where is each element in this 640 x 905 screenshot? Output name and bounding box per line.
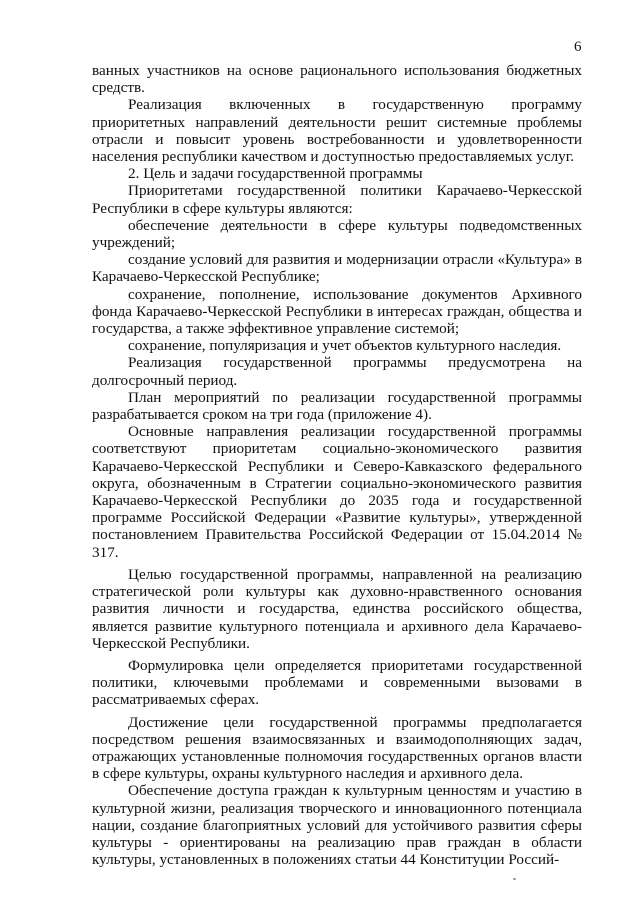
- list-item: создание условий для развития и модернизации отрасли «Культура» в Карачаево-Черкесской Республике;: [92, 251, 582, 286]
- scan-speck: [513, 878, 516, 880]
- paragraph: Целью государственной программы, направленной на реализацию стратегической роли культуры как духовно-нравственного основания развития личности и государства, единства российского общества, является развитие культурного потенциала и архивного дела Карачаево-Черкесской Республики.: [92, 565, 582, 652]
- list-item: сохранение, пополнение, использование документов Архивного фонда Карачаево-Черкесской Республики в интересах граждан, общества и государства, а также эффективное управление системой;: [92, 285, 582, 338]
- page-number: 6: [574, 39, 582, 55]
- paragraph: План мероприятий по реализации государственной программы разрабатывается сроком на три года (приложение 4).: [92, 388, 582, 424]
- list-item: обеспечение деятельности в сфере культуры подведомственных учреждений;: [92, 216, 582, 252]
- paragraph: Основные направления реализации государственной программы соответствуют приоритетам социально-экономического развития Карачаево-Черкесской Республики и Северо-Кавказского федерального округа, обозначенным в Стратегии социально-экономического развития Карачаево-Черкесской Республики до 2035 года и государственной программе Российской Федерации «Развитие культуры», утвержденной постановлением Правительства Российской Федерации от 15.04.2014 № 317.: [92, 423, 582, 561]
- paragraph: Реализация включенных в государственную программу приоритетных направлений деятельности решит системные проблемы отрасли и повысит уровень востребованности и удовлетворенности населения республики качеством и доступностью предоставляемых услуг.: [92, 96, 582, 166]
- section-heading: 2. Цель и задачи государственной программы: [128, 165, 423, 183]
- paragraph: Обеспечение доступа граждан к культурным ценностям и участию в культурной жизни, реализация творческого и инновационного потенциала нации, создание благоприятных условий для устойчивого развития сферы культуры - ориентированы на реализацию прав граждан в области культуры, установленных в положениях статьи 44 Конституции Россий-: [92, 782, 582, 869]
- paragraph: ванных участников на основе рационального использования бюджетных средств.: [92, 62, 582, 97]
- paragraph: Реализация государственной программы предусмотрена на долгосрочный период.: [92, 354, 582, 389]
- paragraph: Формулировка цели определяется приоритетами государственной политики, ключевыми проблемами и современными вызовами в рассматриваемых сферах.: [92, 656, 582, 709]
- list-item: сохранение, популяризация и учет объектов культурного наследия.: [128, 337, 562, 355]
- paragraph: Приоритетами государственной политики Карачаево-Черкесской Республики в сфере культуры являются:: [92, 182, 582, 217]
- paragraph: Достижение цели государственной программы предполагается посредством решения взаимосвязанных и взаимодополняющих задач, отражающих установленные полномочия государственных органов власти в сфере культуры, охраны культурного наследия и архивного дела.: [92, 713, 582, 783]
- document-body: [92, 62, 582, 868]
